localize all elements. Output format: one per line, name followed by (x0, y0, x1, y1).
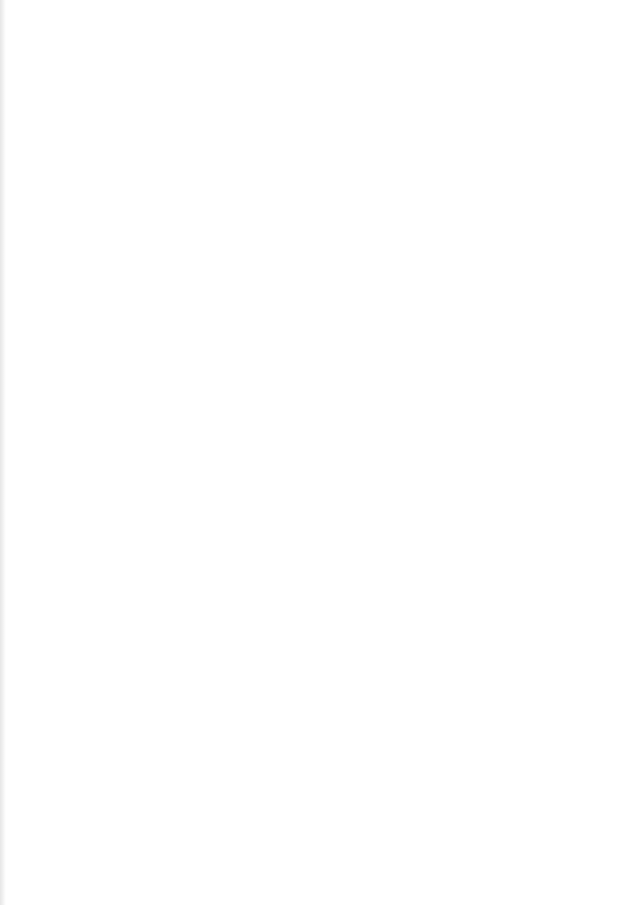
document-body (103, 74, 606, 104)
scan-edge-shadow (0, 0, 6, 905)
